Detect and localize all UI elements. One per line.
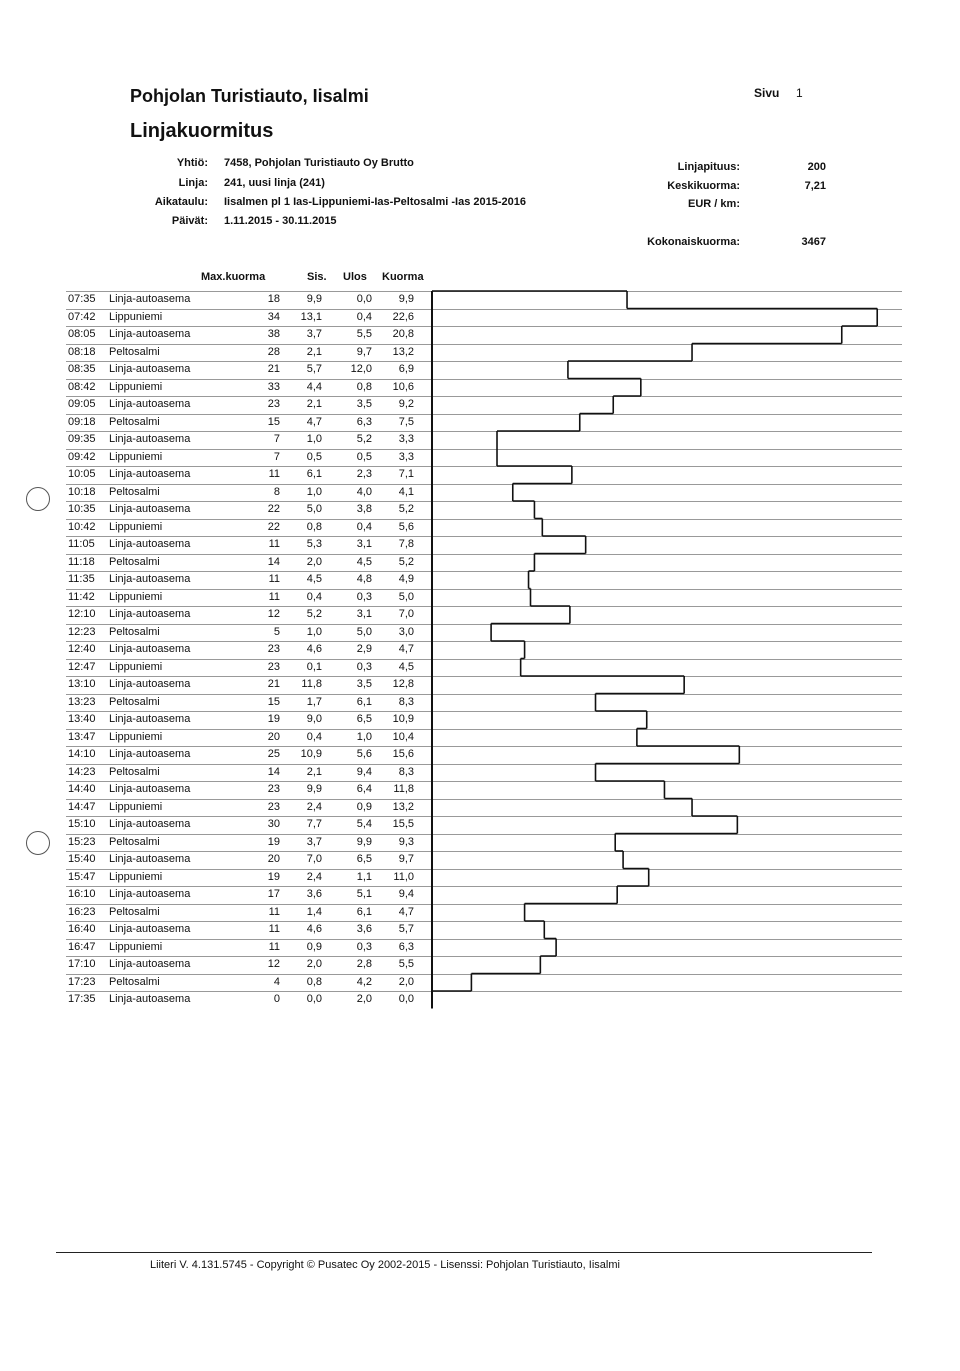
row-max-load: 14	[267, 765, 280, 778]
row-out: 6,1	[356, 695, 372, 708]
row-stop: Lippuniemi	[109, 310, 163, 323]
row-load: 15,6	[392, 748, 414, 760]
row-out: 0,9	[356, 800, 372, 813]
row-max-load: 30	[267, 818, 280, 830]
line-value: 241, uusi linja (241)	[224, 177, 325, 189]
row-max-load: 19	[267, 835, 280, 848]
row-in: 10,9	[300, 748, 322, 760]
company-value: 7458, Pohjolan Turistiauto Oy Brutto	[224, 157, 414, 169]
row-out: 5,0	[356, 625, 372, 638]
row-in: 2,4	[306, 800, 322, 813]
row-out: 12,0	[350, 363, 372, 375]
row-stop: Lippuniemi	[109, 380, 163, 393]
row-in: 4,7	[306, 415, 322, 428]
row-out: 6,5	[356, 853, 372, 865]
row-max-load: 12	[267, 958, 280, 970]
row-load: 7,8	[398, 538, 414, 550]
row-out: 0,8	[356, 380, 372, 393]
row-max-load: 23	[267, 643, 280, 655]
row-out: 3,6	[356, 923, 372, 935]
row-out: 9,4	[356, 765, 372, 778]
row-stop: Linja-autoasema	[109, 363, 191, 375]
row-time: 13:10	[68, 678, 96, 690]
row-in: 1,0	[306, 625, 322, 638]
row-time: 15:10	[68, 818, 96, 830]
footer-rule	[56, 1252, 872, 1253]
row-stop: Linja-autoasema	[109, 748, 191, 760]
row-stop: Lippuniemi	[109, 660, 163, 673]
row-max-load: 11	[268, 468, 280, 480]
row-stop: Peltosalmi	[109, 835, 160, 848]
row-load: 7,0	[398, 608, 414, 620]
row-out: 6,1	[356, 905, 372, 918]
row-time: 12:10	[68, 608, 96, 620]
row-stop: Linja-autoasema	[109, 713, 191, 725]
row-time: 14:47	[68, 800, 96, 813]
row-stop: Lippuniemi	[109, 450, 163, 463]
row-out: 9,7	[356, 345, 372, 358]
row-load: 10,4	[392, 730, 414, 743]
row-stop: Linja-autoasema	[109, 853, 191, 865]
row-max-load: 25	[267, 748, 280, 760]
row-time: 17:23	[68, 975, 96, 988]
row-time: 17:10	[68, 958, 96, 970]
row-in: 3,7	[306, 835, 322, 848]
row-load: 4,1	[398, 485, 414, 498]
row-max-load: 22	[267, 520, 280, 533]
row-stop: Peltosalmi	[109, 345, 160, 358]
row-out: 4,5	[356, 555, 372, 568]
row-load: 5,0	[398, 590, 414, 603]
row-time: 10:05	[68, 468, 96, 480]
row-in: 1,4	[306, 905, 322, 918]
row-out: 4,8	[356, 573, 372, 585]
row-stop: Lippuniemi	[109, 590, 163, 603]
row-load: 9,4	[398, 888, 414, 900]
row-in: 0,1	[306, 660, 322, 673]
row-time: 14:10	[68, 748, 96, 760]
row-out: 6,5	[356, 713, 372, 725]
row-max-load: 15	[267, 695, 280, 708]
row-time: 11:05	[68, 538, 95, 550]
row-out: 3,1	[356, 608, 372, 620]
row-in: 4,6	[306, 643, 322, 655]
row-in: 4,4	[306, 380, 322, 393]
row-load: 10,6	[392, 380, 414, 393]
row-out: 5,5	[356, 328, 372, 340]
row-stop: Linja-autoasema	[109, 503, 191, 515]
row-in: 2,1	[306, 398, 322, 410]
row-stop: Lippuniemi	[109, 870, 163, 883]
row-max-load: 11	[268, 923, 280, 935]
row-max-load: 7	[273, 433, 280, 445]
row-in: 3,6	[306, 888, 322, 900]
row-out: 6,3	[356, 415, 372, 428]
row-stop: Linja-autoasema	[109, 398, 191, 410]
row-out: 1,0	[356, 730, 372, 743]
row-load: 13,2	[392, 800, 414, 813]
row-in: 1,7	[306, 695, 322, 708]
row-max-load: 20	[267, 730, 280, 743]
row-max-load: 21	[267, 678, 280, 690]
row-time: 15:47	[68, 870, 96, 883]
row-time: 15:23	[68, 835, 96, 848]
row-time: 12:40	[68, 643, 96, 655]
row-in: 0,5	[306, 450, 322, 463]
row-load: 2,0	[398, 975, 414, 988]
row-in: 0,9	[306, 940, 322, 953]
row-out: 0,4	[356, 310, 372, 323]
row-out: 0,4	[356, 520, 372, 533]
row-time: 13:40	[68, 713, 96, 725]
row-in: 9,0	[306, 713, 322, 725]
row-max-load: 7	[273, 450, 280, 463]
row-in: 7,7	[306, 818, 322, 830]
row-max-load: 33	[267, 380, 280, 393]
page-number: 1	[796, 86, 803, 100]
row-time: 16:47	[68, 940, 96, 953]
row-time: 13:47	[68, 730, 96, 743]
row-time: 09:35	[68, 433, 96, 445]
footer-text: Liiteri V. 4.131.5745 - Copyright © Pusatec Oy 2002-2015 - Lisenssi: Pohjolan Turistiauto, Iisalmi	[150, 1259, 620, 1271]
row-in: 0,4	[306, 730, 322, 743]
row-time: 10:35	[68, 503, 96, 515]
row-max-load: 21	[267, 363, 280, 375]
row-time: 16:23	[68, 905, 96, 918]
row-out: 0,0	[356, 293, 372, 305]
row-stop: Linja-autoasema	[109, 923, 191, 935]
total-load-label: Kokonaiskuorma:	[647, 236, 740, 248]
row-in: 0,0	[306, 993, 322, 1005]
col-header-in: Sis.	[307, 271, 327, 283]
row-stop: Lippuniemi	[109, 730, 163, 743]
row-max-load: 5	[273, 625, 280, 638]
row-out: 2,8	[356, 958, 372, 970]
row-max-load: 11	[268, 905, 280, 918]
row-out: 4,2	[356, 975, 372, 988]
row-time: 16:40	[68, 923, 96, 935]
row-stop: Linja-autoasema	[109, 328, 191, 340]
row-stop: Linja-autoasema	[109, 993, 191, 1005]
row-stop: Linja-autoasema	[109, 293, 191, 305]
col-header-max: Max.kuorma	[201, 271, 266, 283]
row-time: 16:10	[68, 888, 96, 900]
row-in: 9,9	[306, 783, 322, 795]
row-in: 5,7	[306, 363, 322, 375]
row-stop: Linja-autoasema	[109, 783, 191, 795]
row-stop: Linja-autoasema	[109, 818, 191, 830]
row-stop: Linja-autoasema	[109, 958, 191, 970]
row-max-load: 38	[267, 328, 280, 340]
page-label: Sivu	[754, 86, 780, 100]
row-out: 9,9	[356, 835, 372, 848]
row-out: 3,1	[356, 538, 372, 550]
row-load: 0,0	[398, 993, 414, 1005]
row-max-load: 8	[273, 485, 280, 498]
row-time: 13:23	[68, 695, 96, 708]
row-time: 08:05	[68, 328, 96, 340]
row-in: 1,0	[306, 433, 322, 445]
row-max-load: 20	[267, 853, 280, 865]
row-out: 2,0	[356, 993, 372, 1005]
row-time: 10:18	[68, 485, 96, 498]
row-load: 9,3	[398, 835, 414, 848]
row-in: 5,2	[306, 608, 322, 620]
row-max-load: 11	[268, 573, 280, 585]
col-header-out: Ulos	[343, 271, 367, 283]
row-load: 10,9	[392, 713, 414, 725]
row-out: 2,9	[356, 643, 372, 655]
row-stop: Linja-autoasema	[109, 433, 191, 445]
timetable-value: Iisalmen pl 1 Ias-Lippuniemi-Ias-Peltosalmi -Ias 2015-2016	[224, 196, 527, 208]
row-stop: Linja-autoasema	[109, 888, 191, 900]
row-load: 4,5	[398, 660, 414, 673]
row-time: 12:23	[68, 625, 96, 638]
row-time: 11:42	[68, 590, 95, 603]
row-stop: Linja-autoasema	[109, 678, 191, 690]
row-out: 0,3	[356, 660, 372, 673]
row-out: 2,3	[356, 468, 372, 480]
row-in: 2,0	[306, 555, 322, 568]
row-max-load: 23	[267, 800, 280, 813]
row-max-load: 28	[267, 345, 280, 358]
row-load: 11,8	[393, 783, 414, 795]
row-in: 2,4	[306, 870, 322, 883]
row-time: 08:18	[68, 345, 96, 358]
row-out: 5,6	[356, 748, 372, 760]
row-load: 3,3	[398, 450, 414, 463]
total-load-value: 3467	[801, 236, 826, 248]
row-out: 4,0	[356, 485, 372, 498]
row-out: 5,1	[356, 888, 372, 900]
report-title: Linjakuormitus	[130, 120, 274, 142]
row-in: 2,1	[306, 345, 322, 358]
row-stop: Peltosalmi	[109, 905, 160, 918]
row-load: 5,2	[398, 555, 414, 568]
row-stop: Lippuniemi	[109, 520, 163, 533]
row-max-load: 34	[267, 310, 280, 323]
row-out: 3,8	[356, 503, 372, 515]
row-stop: Peltosalmi	[109, 695, 160, 708]
row-max-load: 18	[267, 293, 280, 305]
row-time: 09:05	[68, 398, 96, 410]
row-stop: Linja-autoasema	[109, 468, 191, 480]
row-out: 3,5	[356, 678, 372, 690]
row-load: 7,1	[398, 468, 414, 480]
row-max-load: 4	[273, 975, 280, 988]
row-in: 5,3	[306, 538, 322, 550]
row-load: 12,8	[392, 678, 414, 690]
days-value: 1.11.2015 - 30.11.2015	[224, 215, 337, 227]
row-stop: Peltosalmi	[109, 625, 160, 638]
row-load: 3,0	[398, 625, 414, 638]
row-max-load: 11	[268, 590, 280, 603]
row-load: 11,0	[393, 870, 414, 883]
eur-km-label: EUR / km:	[688, 198, 740, 210]
days-label: Päivät:	[171, 215, 208, 227]
row-out: 0,5	[356, 450, 372, 463]
row-out: 5,4	[356, 818, 372, 830]
row-max-load: 17	[267, 888, 280, 900]
row-in: 2,1	[306, 765, 322, 778]
row-time: 17:35	[68, 993, 96, 1005]
row-in: 7,0	[306, 853, 322, 865]
row-max-load: 22	[267, 503, 280, 515]
row-stop: Peltosalmi	[109, 555, 160, 568]
row-load: 4,7	[398, 643, 414, 655]
line-label: Linja:	[178, 177, 208, 189]
binder-hole-bottom	[26, 831, 50, 855]
row-load: 6,9	[398, 363, 414, 375]
avg-load-value: 7,21	[804, 180, 826, 192]
row-load: 4,7	[398, 905, 414, 918]
row-time: 07:35	[68, 293, 96, 305]
row-stop: Peltosalmi	[109, 485, 160, 498]
row-max-load: 0	[273, 993, 280, 1005]
row-load: 8,3	[398, 695, 414, 708]
binder-hole-top	[26, 487, 50, 511]
row-in: 0,8	[306, 975, 322, 988]
row-max-load: 14	[267, 555, 280, 568]
row-stop: Lippuniemi	[109, 940, 163, 953]
row-load: 5,2	[398, 503, 414, 515]
row-stop: Linja-autoasema	[109, 643, 191, 655]
row-in: 13,1	[300, 310, 322, 323]
row-load: 15,5	[392, 818, 414, 830]
row-load: 9,2	[398, 398, 414, 410]
row-time: 15:40	[68, 853, 96, 865]
length-value: 200	[807, 161, 826, 173]
row-stop: Peltosalmi	[109, 975, 160, 988]
row-in: 3,7	[306, 328, 322, 340]
company-name: Pohjolan Turistiauto, Iisalmi	[130, 86, 369, 106]
row-max-load: 19	[267, 870, 280, 883]
row-time: 09:18	[68, 415, 96, 428]
row-max-load: 23	[267, 398, 280, 410]
row-max-load: 11	[268, 538, 280, 550]
row-in: 6,1	[306, 468, 322, 480]
row-load: 8,3	[398, 765, 414, 778]
row-load: 9,7	[398, 853, 414, 865]
row-max-load: 12	[267, 608, 280, 620]
row-load: 4,9	[398, 573, 414, 585]
row-stop: Peltosalmi	[109, 415, 160, 428]
row-load: 5,5	[398, 958, 414, 970]
row-max-load: 23	[267, 660, 280, 673]
row-in: 2,0	[306, 958, 322, 970]
avg-load-label: Keskikuorma:	[667, 180, 740, 192]
row-time: 12:47	[68, 660, 96, 673]
row-in: 9,9	[306, 293, 322, 305]
row-out: 0,3	[356, 940, 372, 953]
row-stop: Peltosalmi	[109, 765, 160, 778]
row-time: 08:42	[68, 380, 96, 393]
row-load: 5,6	[398, 520, 414, 533]
row-load: 7,5	[398, 415, 414, 428]
row-out: 3,5	[356, 398, 372, 410]
row-time: 10:42	[68, 520, 96, 533]
row-time: 11:35	[68, 573, 95, 585]
row-out: 1,1	[356, 870, 372, 883]
row-load: 3,3	[398, 433, 414, 445]
row-load: 22,6	[392, 310, 414, 323]
row-stop: Linja-autoasema	[109, 608, 191, 620]
row-out: 0,3	[356, 590, 372, 603]
row-time: 11:18	[68, 555, 95, 568]
row-in: 11,8	[301, 678, 322, 690]
row-time: 07:42	[68, 310, 96, 323]
row-load: 5,7	[398, 923, 414, 935]
row-load: 20,8	[392, 328, 414, 340]
row-time: 14:40	[68, 783, 96, 795]
row-stop: Linja-autoasema	[109, 538, 191, 550]
row-load: 6,3	[398, 940, 414, 953]
row-time: 08:35	[68, 363, 96, 375]
timetable-label: Aikataulu:	[154, 196, 208, 208]
row-in: 0,8	[306, 520, 322, 533]
col-header-load: Kuorma	[382, 271, 424, 283]
row-time: 09:42	[68, 450, 96, 463]
row-load: 13,2	[392, 345, 414, 358]
row-stop: Lippuniemi	[109, 800, 163, 813]
row-max-load: 23	[267, 783, 280, 795]
row-time: 14:23	[68, 765, 96, 778]
row-in: 4,5	[306, 573, 322, 585]
row-out: 6,4	[356, 783, 372, 795]
row-max-load: 19	[267, 713, 280, 725]
company-label: Yhtiö:	[176, 157, 208, 169]
row-max-load: 11	[268, 940, 280, 953]
row-in: 0,4	[306, 590, 322, 603]
row-stop: Linja-autoasema	[109, 573, 191, 585]
row-load: 9,9	[398, 293, 414, 305]
row-max-load: 15	[267, 415, 280, 428]
row-in: 5,0	[306, 503, 322, 515]
row-in: 4,6	[306, 923, 322, 935]
row-in: 1,0	[306, 485, 322, 498]
row-out: 5,2	[356, 433, 372, 445]
length-label: Linjapituus:	[677, 161, 740, 173]
